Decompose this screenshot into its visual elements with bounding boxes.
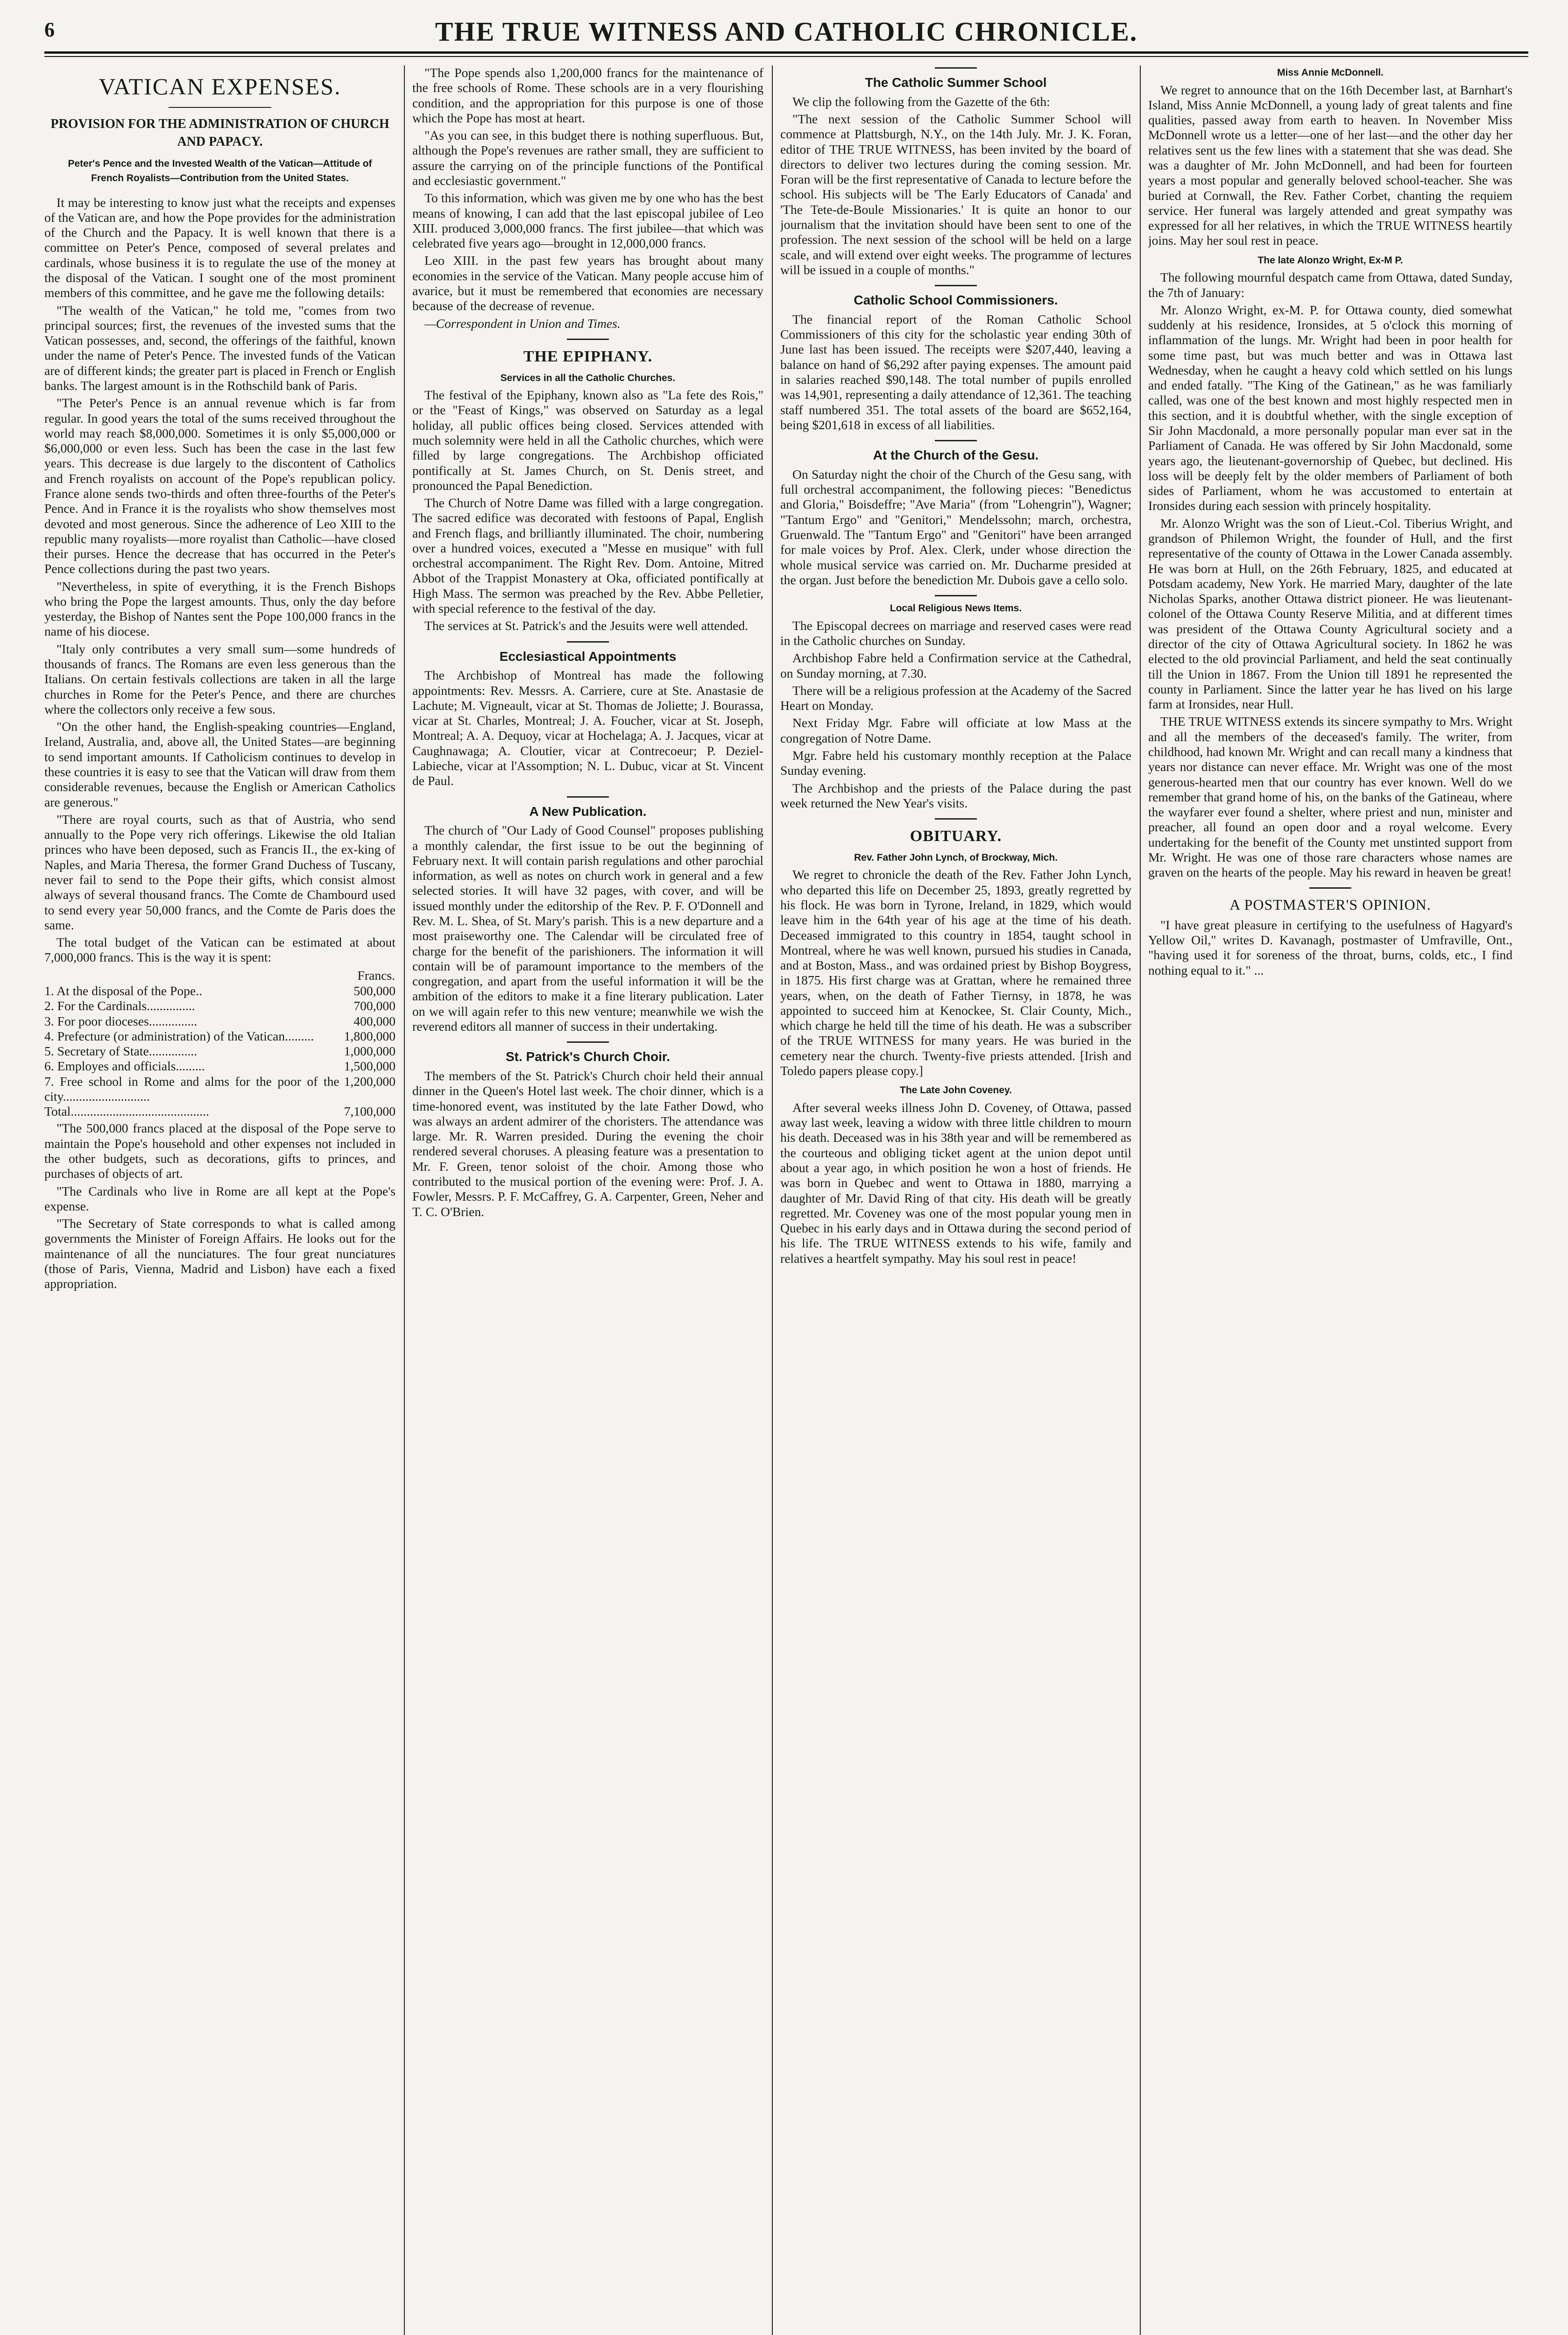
paragraph: After several weeks illness John D. Coveney, of Ottawa, passed away last week, leaving a widow with three little children to mourn his death. Deceased was in his 38th year and will be remembered as the courteous and obliging ticket agent at the union depot until about a year ago, in which position he won a host of friends. He was born in Quebec and went to Ottawa in 1880, marrying a daughter of Mr. David Ring of that city. His death will be greatly regretted. Mr. Coveney was one of the most popular young men in Quebec in his early days and in Ottawa during the second period of his life. The TRUE WITNESS extends to his wife, family and relatives a heartfelt sympathy. May his soul rest in peace! xyxy=(780,1100,1131,1266)
budget-total: Total........................................... 7,100,000 xyxy=(44,1104,396,1119)
divider xyxy=(567,339,609,340)
paragraph: "The Cardinals who live in Rome are all kept at the Pope's expense. xyxy=(44,1183,396,1213)
paragraph: The Church of Notre Dame was filled with a large congregation. The sacred edifice was decorated with festoons of Papal, English and French flags, and brilliantly illuminated. The choir, numbering over a hundred voices, executed a "Messe en musique" with full orchestral accompaniment. The Right Rev. Dom. Antoine, Mitred Abbot of the Trappist Monastery at Oka, officiated pontifically at High Mass. The sermon was preached by the Rev. Abbe Pelletier, with special reference to the festival of the day. xyxy=(412,495,763,616)
divider xyxy=(1309,887,1351,889)
article-title: VATICAN EXPENSES. xyxy=(99,73,341,99)
paragraph: "The wealth of the Vatican," he told me, "comes from two principal sources; first, the revenues of the invested sums that the Vatican possesses, and, second, the offerings of the faithful, known under the name of Peter's Pence. The invested funds of the Vatican are of different kinds; the greater part is placed in French or English banks. The largest amount is in the Rothschild bank of Paris. xyxy=(44,303,396,393)
divider xyxy=(935,818,977,820)
paragraph: "There are royal courts, such as that of Austria, who send annually to the Pope very rich offerings. Likewise the old Italian princes who have been deposed, such as Francis II., the ex-king of Naples, and Maria Theresa, the former Grand Duchess of Tuscany, never fail to send to the Pope their gifts, which consist almost always of several thousand francs. The Comte de Chambourd used to send every year 50,000 francs, and the Comte de Paris does the same. xyxy=(44,812,396,932)
budget-row: 2. For the Cardinals............... 700,000 xyxy=(44,998,396,1013)
paragraph: The services at St. Patrick's and the Jesuits were well attended. xyxy=(424,618,749,633)
column-divider xyxy=(1140,65,1141,2335)
divider xyxy=(935,440,977,441)
paragraph: The total budget of the Vatican can be estimated at about 7,000,000 francs. This is the way it is spent: xyxy=(44,935,396,965)
paragraph: It may be interesting to know just what the receipts and expenses of the Vatican are, and how the Pope provides for the administration of the Church and the Papacy. It is well known that there is a committee on Peter's Pence, composed of several prelates and cardinals, whose business it is to regulate the use of the money at the disposal of the Vatican. I sought one of the most prominent members of this committee, and he gave me the following details: xyxy=(44,195,396,300)
paragraph: The members of the St. Patrick's Church choir held their annual dinner in the Queen's Hotel last week. The choir dinner, which is a time-honored event, was instituted by the late Father Dowd, who was always an ardent admirer of the choristers. The attendance was large. Mr. R. Warren presided. During the evening the choir rendered several choruses. A pleasing feature was a presentation to Mr. F. Green, tenor soloist of the choir. Among those who contributed to the musical portion of the evening were: Prof. J. A. Fowler, Messrs. P. F. McCaffrey, G. A. Carpenter, Green, Neher and T. C. O'Brien. xyxy=(412,1068,763,1219)
paragraph: The Episcopal decrees on marriage and reserved cases were read in the Catholic churches on Sunday. xyxy=(780,618,1131,648)
paragraph: "The Peter's Pence is an annual revenue which is far from regular. In good years the total of the sums received throughout the world may reach $8,000,000. Sometimes it is only $5,000,000 or $6,000,000 or even less. Such has been the case in the last few years. This decrease is due largely to the discontent of Catholics and French royalists on account of the Pope's republican policy. France alone sends two-thirds and often three-fourths of the Peter's Pence. And in France it is the royalists who show themselves most devoted and most generous. Since the adherence of Leo XIII to the republic many royalists—more royalist than Catholic—have closed their purses. Hence the decrease that has occurred in the Peter's Pence collections during the past two years. xyxy=(44,396,396,576)
column-divider xyxy=(404,65,405,2335)
paragraph: The festival of the Epiphany, known also as "La fete des Rois," or the "Feast of Kings," was observed on Saturday as a legal holiday, all public offices being closed. Services attended with much solemnity were held in all the Catholic churches, which were filled by large congregations. The Archbishop officiated pontifically at St. James Church, on St. Denis street, and pronounced the Papal Benediction. xyxy=(412,388,763,493)
paragraph: Mgr. Fabre held his customary monthly reception at the Palace Sunday evening. xyxy=(780,748,1131,778)
paragraph: Leo XIII. in the past few years has brought about many economies in the service of the Vatican. Many people accuse him of avarice, but it must be remembered that economies are necessary because of the decrease of revenue. xyxy=(412,253,763,313)
section-title: Catholic School Commissioners. xyxy=(854,293,1058,308)
paragraph: The financial report of the Roman Catholic School Commissioners of this city for the scholastic year ending 30th of June last has been issued. The receipts were $207,440, leaving a balance on hand of $6,292 after paying expenses. The amount paid in salaries reached $90,148. The total number of pupils enrolled was 14,901, representing a daily attendance of 12,361. The teaching staff numbered 351. The total assets of the board are $652,164, being $201,618 in excess of all liabilities. xyxy=(780,311,1131,432)
section-title: St. Patrick's Church Choir. xyxy=(505,1049,671,1064)
budget-table xyxy=(44,968,396,1119)
divider xyxy=(567,1041,609,1043)
column-2 xyxy=(412,65,763,2335)
section-title: The Catholic Summer School xyxy=(865,75,1047,90)
column-divider xyxy=(772,65,773,2335)
paragraph: The church of "Our Lady of Good Counsel" proposes publishing a monthly calendar, the first issue to be out the beginning of February next. It will contain parish regulations and other parochial information, as well as notes on church work in general and a few selected stories. It will have 32 pages, with cover, and will be issued monthly under the editorship of the Rev. P. F. O'Donnell and Rev. M. L. Shea, of St. Mary's parish. This is a new departure and a most praiseworthy one. The Calendar will be circulated free of charge for the benefit of the parishioners. The information it will contain will be of paramount importance to the members of the congregation, and apart from the useful information it will be the ambition of the editors to make it a fine literary publication. Later on we will again refer to this new venture; meanwhile we wish the reverend editors all manner of success in their undertaking. xyxy=(412,823,763,1034)
paragraph: THE TRUE WITNESS extends its sincere sympathy to Mrs. Wright and all the members of the deceased's family. The writer, from childhood, had known Mr. Wright and can recall many a kindness that years nor distance can never efface. Mr. Wright was one of the most generous-hearted men that our country has ever known. Well do we remember that grand home of his, on the banks of the Gatineau, where the wayfarer ever found a shelter, where priest and nun, minister and preacher, all found an open door and a royal welcome. Every undertaking for the benefit of the County met unstinted support from Mr. Wright. He was one of those rare characters whose names are graven on the hearts of the people. May his reward in heaven be great! xyxy=(1148,714,1512,880)
section-subtitle: Services in all the Catholic Churches. xyxy=(500,372,676,383)
divider xyxy=(935,595,977,596)
paragraph: Mr. Alonzo Wright, ex-M. P. for Ottawa county, died somewhat suddenly at his residence, Ironsides, at 5 o'clock this morning of inflammation of the lungs. Mr. Wright had been in poor health for some time past, but was much better and was in Ottawa last Wednesday, when he caught a heavy cold which settled on his lungs and ended fatally. "The King of the Gatinean," as he was familiarly called, was one of the best known and most highly respected men in this section, and it is doubtful whether, with the single exception of Sir John Macdonald, a more personally popular man ever sat in the Parliament of Canada. He was offered by Sir John Macdonald, some years ago, the lieutenant-governorship of Quebec, but declined. His loss will be deeply felt by the older members of Parliament of both sides of Parliament, whom he was accustomed to entertain at Ironsides during each session with princely hospitality. xyxy=(1148,302,1512,513)
paragraph: Mr. Alonzo Wright was the son of Lieut.-Col. Tiberius Wright, and grandson of Philemon Wright, the founder of Hull, and the first representative of the county of Ottawa in the Lower Canada assembly. He was born at Hull, on the 26th February, 1825, and educated at Potsdam academy, New York. He married Mary, daughter of the late Nicholas Sparks, another Ottawa district pioneer. He was lieutenant-colonel of the Ottawa County Reserve Militia, and at different times was president of the Ottawa County Agricultural society and a director of the city of Ottawa Agricultural society. In 1862 he was elected to the old provincial Parliament, and held the seat continually till the Union in 1867. From the Union till 1891 he represented the county in Parliament. Since the latter year he has lived on his large farm at Ironsides, near Hull. xyxy=(1148,516,1512,712)
paragraph: To this information, which was given me by one who has the best means of knowing, I can add that the last episcopal jubilee of Leo XIII. produced 3,000,000 francs. The first jubilee—that which was celebrated five years ago—brought in 12,000,000 francs. xyxy=(412,191,763,251)
budget-unit: Francs. xyxy=(357,968,395,983)
section-title: OBITUARY. xyxy=(910,828,1002,845)
divider xyxy=(935,67,977,69)
budget-row: 3. For poor dioceses............... 400,000 xyxy=(44,1013,396,1028)
masthead-rule-thin xyxy=(44,56,1528,57)
paragraph: "The next session of the Catholic Summer School will commence at Plattsburgh, N.Y., on the 14th July. Mr. J. K. Foran, editor of THE TRUE WITNESS, has been invited by the board of directors to deliver two lectures during the coming session. Mr. Foran will be the first representative of Canada to lecture before the school. His subjects will be 'The Early Educators of Canada' and 'The Tete-de-Boule Missionaries.' It is quite an honor to our journalism that the invitation should have been sent to one of the profession. The next session of the school will be held on a large scale, and will extend over eight weeks. The programme of lectures will be issued in a couple of months." xyxy=(780,112,1131,277)
paragraph: Next Friday Mgr. Fabre will officiate at low Mass at the congregation of Notre Dame. xyxy=(780,715,1131,745)
paragraph: We regret to chronicle the death of the Rev. Father John Lynch, who departed this life on December 25, 1893, greatly regretted by his flock. He was born in Tyrone, Ireland, in 1829, which would leave him in the 64th year of his age at the time of his death. Deceased immigrated to this country in 1854, taught school in Montreal, where he was well known, pursued his studies in Canada, and at Boston, Mass., and was ordained priest by Bishop Boygress, in 1875. His first charge was at Grattan, where he remained three years, when, on the death of Father Tiernsy, in 1878, he was appointed to succeed him at Kenockee, St. Clair County, Mich., which charge he held till the time of his death. He was a subscriber of the TRUE WITNESS for many years. He was buried in the cemetery near the church. Twenty-five priests attended. [Irish and Toledo papers please copy.] xyxy=(780,867,1131,1078)
obituary-subtitle: The late Alonzo Wright, Ex-M P. xyxy=(1257,255,1403,266)
section-title: Local Religious News Items. xyxy=(890,603,1022,614)
section-title: At the Church of the Gesu. xyxy=(873,448,1039,463)
paragraph: We regret to announce that on the 16th December last, at Barnhart's Island, Miss Annie McDonnell, a young lady of great talents and fine qualities, passed away from earth to heaven. In November Miss McDonnell wrote us a letter—one of her last—and the other day her relatives sent us the few lines with a statement that she was dead. She was a daughter of Mr. John McDonnell, and had been for fourteen years a most popular and generally beloved school-teacher. She was buried at Cornwall, the Rev. Father Corbet, chanting the requiem service. Her funeral was largely attended and great sympathy was expressed for all her relatives, in which the TRUE WITNESS heartily joins. May her soul rest in peace. xyxy=(1148,82,1512,248)
budget-row: 4. Prefecture (or administration) of the Vatican......... 1,800,000 xyxy=(44,1028,396,1043)
section-title: A POSTMASTER'S OPINION. xyxy=(1229,896,1431,913)
masthead-rule xyxy=(44,51,1528,54)
paragraph: There will be a religious profession at the Academy of the Sacred Heart on Monday. xyxy=(780,683,1131,713)
budget-row: 5. Secretary of State............... 1,000,000 xyxy=(44,1044,396,1059)
divider xyxy=(169,107,271,108)
section-title: Ecclesiastical Appointments xyxy=(499,649,677,664)
budget-row: 6. Employes and officials......... 1,500,000 xyxy=(44,1059,396,1074)
divider xyxy=(567,641,609,643)
budget-row: 1. At the disposal of the Pope.. 500,000 xyxy=(44,983,396,998)
column-3 xyxy=(780,65,1131,2335)
paragraph: "Nevertheless, in spite of everything, it is the French Bishops who bring the Pope the largest amounts. Thus, only the day before yesterday, the Bishop of Nantes sent the Pope 100,000 francs in the name of his diocese. xyxy=(44,579,396,639)
paragraph: "The 500,000 francs placed at the disposal of the Pope serve to maintain the Pope's household and other expenses not included in the other budgets, such as decorations, gifts to princes, and purchases of objects of art. xyxy=(44,1121,396,1181)
article-subtitle: PROVISION FOR THE ADMINISTRATION OF CHURCH AND PAPACY. xyxy=(50,117,389,149)
paragraph: The Archbishop of Montreal has made the following appointments: Rev. Messrs. A. Carriere, cure at Ste. Anastasie de Lachute; M. Vigneault, vicar at St. Thomas de Joliette; J. Bourassa, vicar at St. Charles, Montreal; J. A. Foucher, vicar at St. Joseph, Montreal; A. A. Dequoy, vicar at Hochelaga; A. J. Jacques, vicar at Caughnawaga; A. Cloutier, vicar at Contrecoeur; P. Deziel-Labieche, vicar at l'Assomption; N. L. Dubuc, vicar at St. Vincent de Paul. xyxy=(412,668,763,788)
paragraph: "The Secretary of State corresponds to what is called among governments the Minister of Foreign Affairs. He looks out for the maintenance of all the nunciatures. The four great nunciatures (those of Paris, Vienna, Madrid and Lisbon) have each a fixed appropriation. xyxy=(44,1216,396,1291)
article-dek: Peter's Pence and the Invested Wealth of the Vatican—Attitude of French Royalists—Contribution from the United States. xyxy=(68,158,372,184)
paragraph: "I have great pleasure in certifying to the usefulness of Hagyard's Yellow Oil," writes D. Kavanagh, postmaster of Umfraville, Ont., "having used it for soreness of the throat, burns, colds, etc., I find nothing equal to it." ... xyxy=(1148,917,1512,977)
divider xyxy=(935,285,977,286)
section-title: A New Publication. xyxy=(529,804,647,819)
paragraph: The Archbishop and the priests of the Palace during the past week returned the New Year's visits. xyxy=(780,780,1131,810)
obituary-subtitle: Miss Annie McDonnell. xyxy=(1277,67,1384,78)
obituary-subtitle: Rev. Father John Lynch, of Brockway, Mich. xyxy=(854,852,1058,863)
divider xyxy=(567,796,609,798)
obituary-subtitle: The Late John Coveney. xyxy=(900,1085,1012,1096)
budget-row: 7. Free school in Rome and alms for the poor of the city........................... 1,200,000 xyxy=(44,1074,396,1104)
column-4 xyxy=(1148,65,1512,2335)
newspaper-title: THE TRUE WITNESS AND CATHOLIC CHRONICLE. xyxy=(435,16,1138,47)
paragraph: "Italy only contributes a very small sum—some hundreds of thousands of francs. The Romans are even less generous than the Italians. On certain festivals collections are taken in all the large churches in Rome for the Peter's Pence, and there are churches where the collectors only receive a few sous. xyxy=(44,641,396,716)
page-number: 6 xyxy=(44,18,55,41)
paragraph: The following mournful despatch came from Ottawa, dated Sunday, the 7th of January: xyxy=(1148,270,1512,300)
paragraph: We clip the following from the Gazette of the 6th: xyxy=(792,94,1050,109)
masthead xyxy=(44,13,1528,48)
paragraph: "The Pope spends also 1,200,000 francs for the maintenance of the free schools of Rome. These schools are in a very flourishing condition, and the appropriation for this purpose is one of those which the Pope has most at heart. xyxy=(412,65,763,125)
paragraph: On Saturday night the choir of the Church of the Gesu sang, with full orchestral accompaniment, the following pieces: "Benedictus and Gloria," Boisdeffre; "Ave Maria" (from "Lohengrin"), Wagner; "Tantum Ergo" and "Genitori," Mendelssohn; march, orchestra, Gruenwald. The "Tantum Ergo" and "Genitori" have been arranged for male voices by Prof. Alex. Clerk, under whose direction the whole musical service was carried on. Mr. Ducharme presided at the organ. Just before the benediction Mr. Dubois gave a cello solo. xyxy=(780,467,1131,587)
paragraph: Archbishop Fabre held a Confirmation service at the Cathedral, on Sunday morning, at 7.30. xyxy=(780,651,1131,680)
section-title: THE EPIPHANY. xyxy=(523,347,653,365)
paragraph: "On the other hand, the English-speaking countries—England, Ireland, Australia, and, above all, the United States—are beginning to send important amounts. If Catholicism continues to develop in these countries it is easy to see that the Vatican will draw from them considerable revenues, because the English or American Catholics are generous." xyxy=(44,719,396,809)
column-1 xyxy=(44,65,396,2335)
paragraph: "As you can see, in this budget there is nothing superfluous. But, although the Pope's revenues are rather small, they are sufficient to assure the carrying on of the principle functions of the Pontifical and ecclesiastic government." xyxy=(412,128,763,188)
article-credit: —Correspondent in Union and Times. xyxy=(424,316,621,331)
